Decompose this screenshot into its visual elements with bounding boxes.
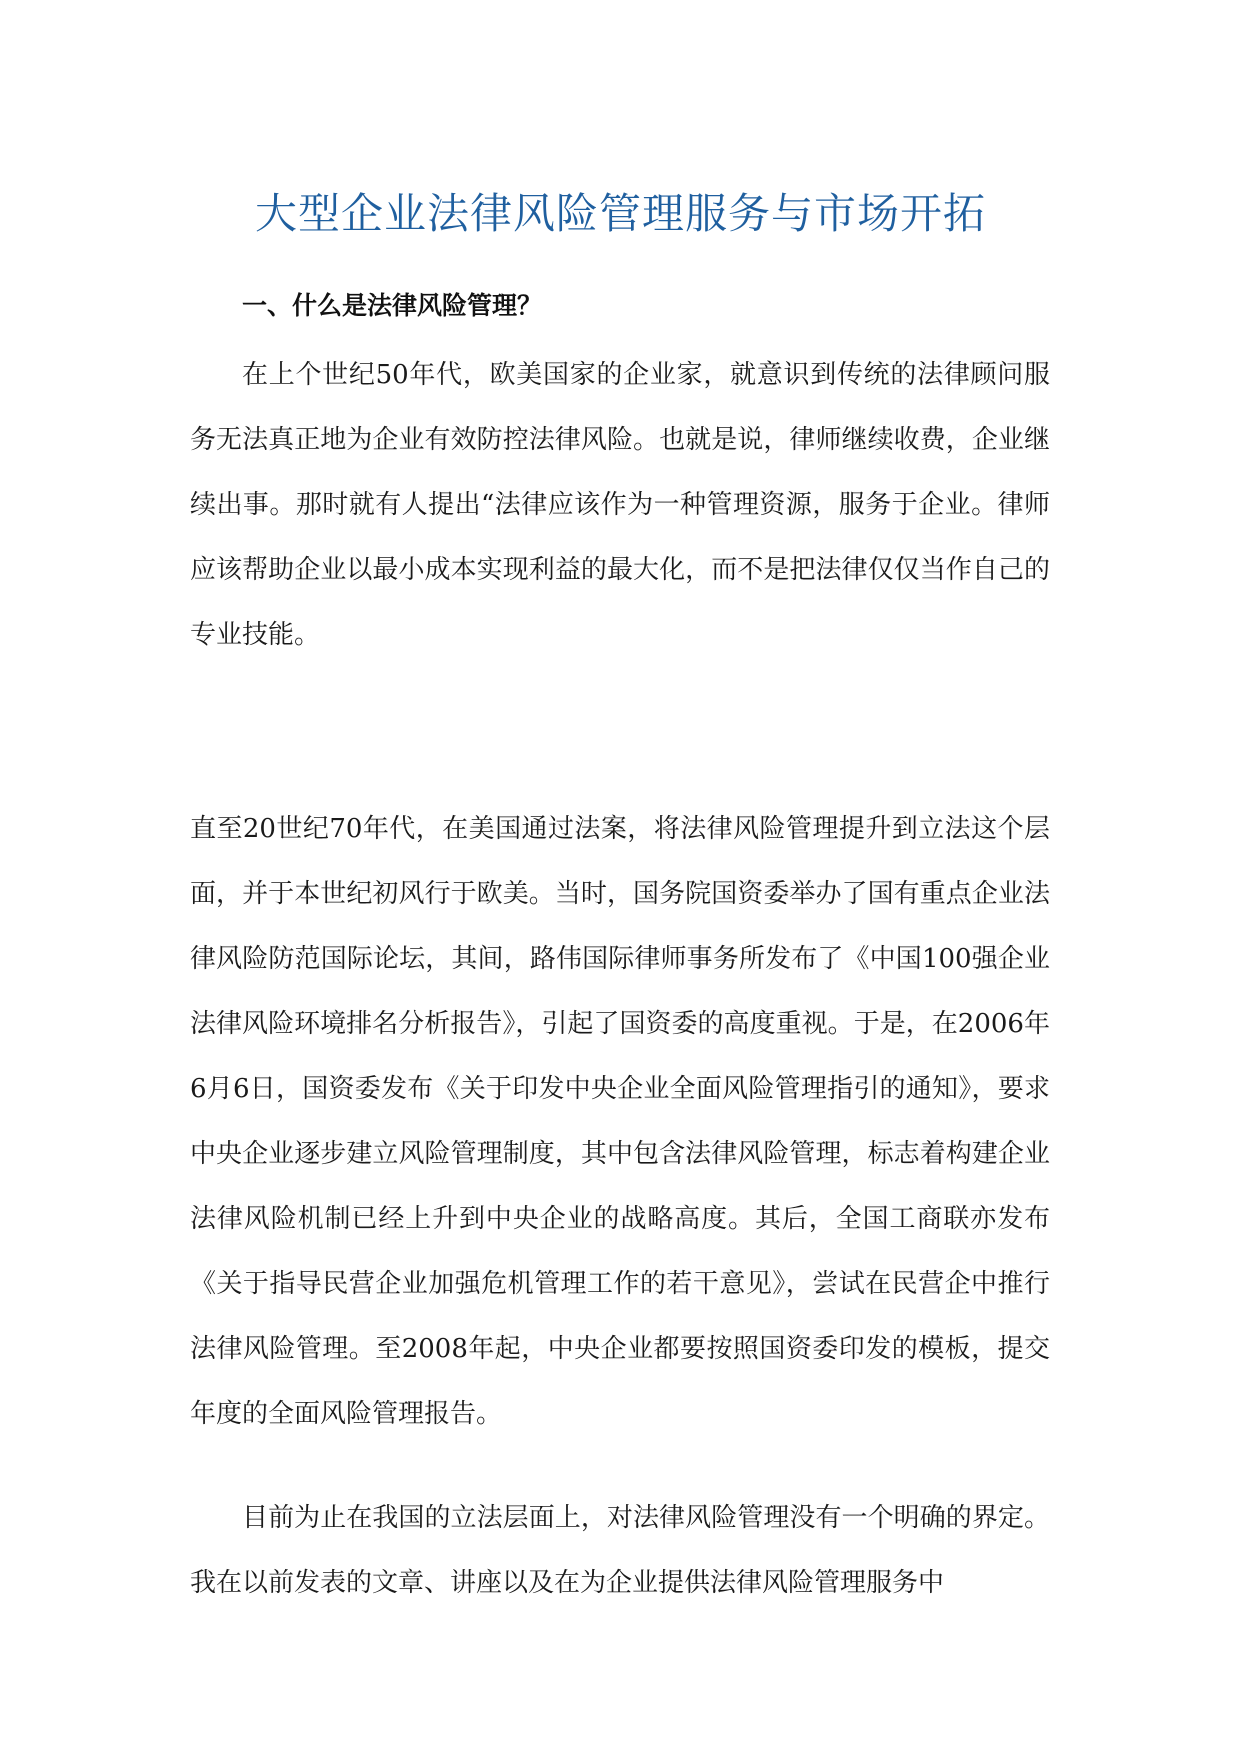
paragraph-2: 直至20世纪70年代，在美国通过法案，将法律风险管理提升到立法这个层面，并于本世纪初风行于欧美。当时，国务院国资委举办了国有重点企业法律风险防范国际论坛，其间，路伟国际律师事务所发布了《中国100强企业法律风险环境排名分析报告》，引起了国资委的高度重视。于是，在2006年6月6日，国资委发布《关于印发中央企业全面风险管理指引的通知》，要求中央企业逐步建立风险管理制度，其中包含法律风险管理，标志着构建企业法律风险机制已经上升到中央企业的战略高度。其后，全国工商联亦发布《关于指导民营企业加强危机管理工作的若干意见》，尝试在民营企中推行法律风险管理。至2008年起，中央企业都要按照国资委印发的模板，提交年度的全面风险管理报告。 xyxy=(190,814,1050,1429)
document-title: 大型企业法律风险管理服务与市场开拓 xyxy=(254,189,986,238)
paragraph-3: 目前为止在我国的立法层面上，对法律风险管理没有一个明确的界定。我在以前发表的文章、讲座以及在为企业提供法律风险管理服务中 xyxy=(190,1503,1050,1598)
paragraph-1: 在上个世纪50年代，欧美国家的企业家，就意识到传统的法律顾问服务无法真正地为企业有效防控法律风险。也就是说，律师继续收费，企业继续出事。那时就有人提出“法律应该作为一种管理资源，服务于企业。律师应该帮助企业以最小成本实现利益的最大化，而不是把法律仅仅当作自己的专业技能。 xyxy=(190,360,1050,650)
section-heading: 一、什么是法律风险管理？ xyxy=(242,291,543,320)
